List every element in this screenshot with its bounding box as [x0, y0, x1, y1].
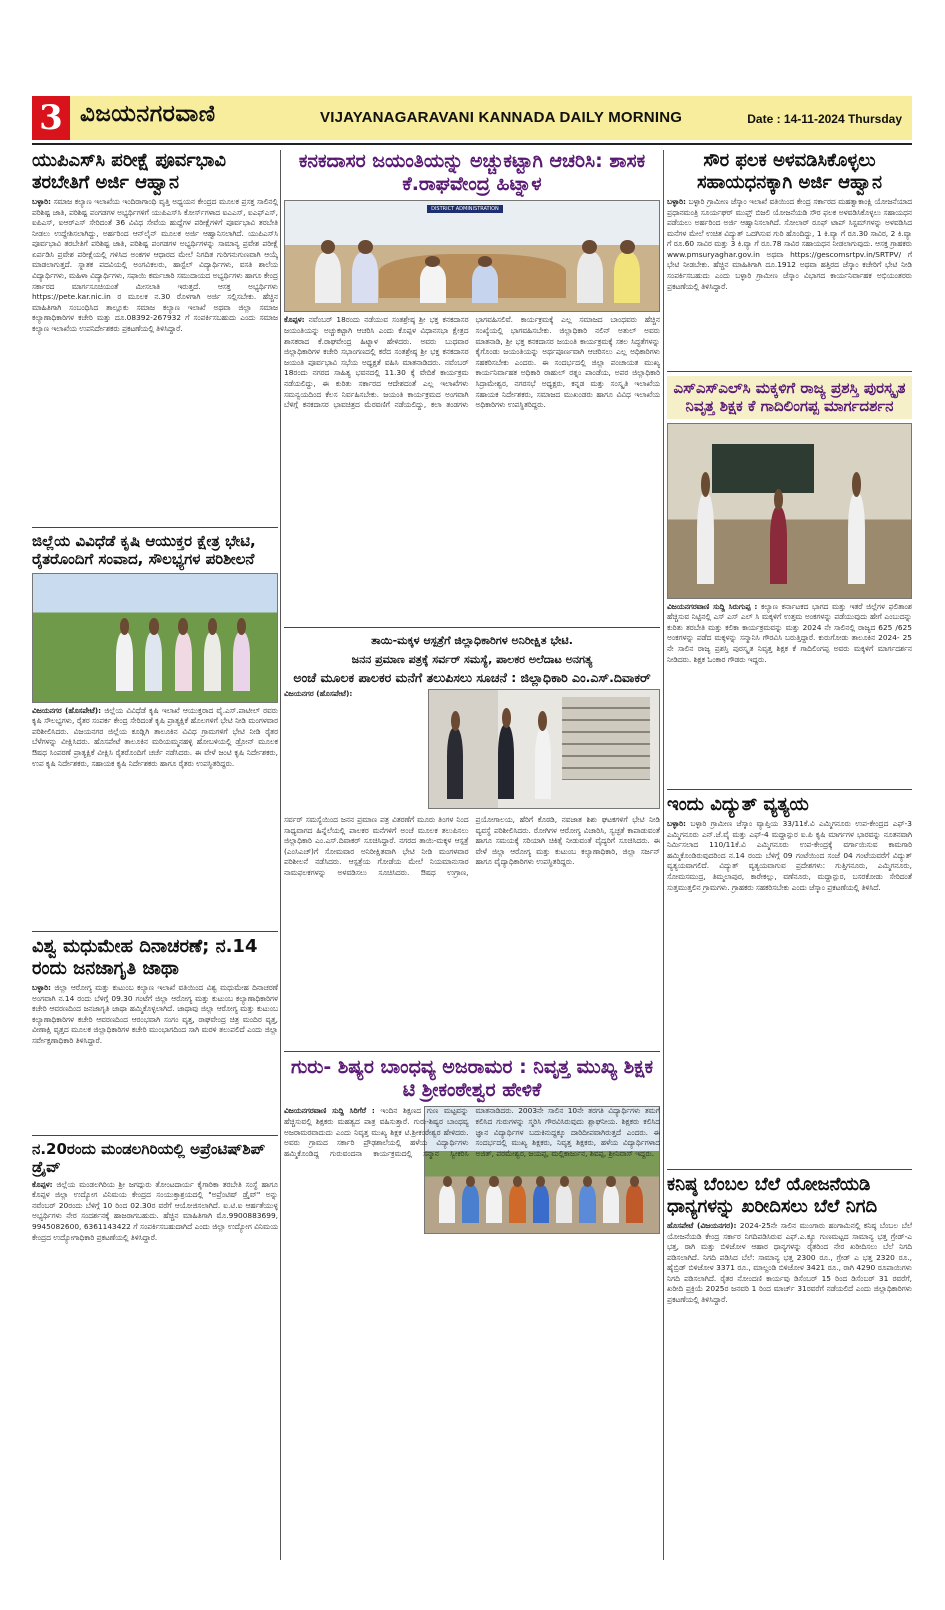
- headline: ಕನಕದಾಸರ ಜಯಂತಿಯನ್ನು ಅಚ್ಚುಕಟ್ಟಾಗಿ ಆಚರಿಸಿ: ಶಾಸಕ ಕೆ.ರಾಘವೇಂದ್ರ ಹಿಟ್ನಾಳ: [298, 150, 646, 196]
- dateline-lead: ಬಳ್ಳಾರಿ:: [32, 982, 51, 992]
- photo-classroom: [667, 423, 912, 599]
- dateline-lead: ವಿಜಯನಗರವಾಣಿ ಸುದ್ದಿ ಸಿರುಗುಪ್ಪ :: [667, 601, 758, 611]
- column-divider: [663, 150, 664, 1560]
- person-figure: [204, 632, 221, 691]
- story-power-outage: [667, 794, 912, 1170]
- person-figure: [116, 632, 133, 691]
- person-figure: [175, 632, 192, 691]
- medicine-shelf: [562, 697, 649, 780]
- person-figure: [614, 252, 640, 303]
- article-body: [284, 1106, 660, 1544]
- masthead-rule: [32, 143, 912, 145]
- person-figure: [498, 725, 514, 798]
- article-body-intro: [284, 689, 420, 809]
- masthead: [32, 96, 912, 140]
- photo-meeting: [284, 200, 660, 312]
- article-body: [32, 197, 278, 511]
- photo-hospital: [428, 689, 660, 809]
- headline: ಅಂಚೆ ಮೂಲಕ ಪಾಲಕರ ಮನೆಗೆ ತಲುಪಿಸಲು ಸೂಚನೆ : ಜಿಲ್ಲಾಧಿಕಾರಿ ಎಂ.ಎಸ್.ದಿವಾಕರ್: [293, 669, 651, 685]
- article-body: [667, 819, 912, 1157]
- article-text: ಸಮಾಜ ಕಲ್ಯಾಣ ಇಲಾಖೆಯ ಇಂದಿರಾಗಾಂಧಿ ವೃತ್ತಿ ಅಧ್ಯಯನ ಕೇಂದ್ರದ ಮೂಲಕ ಪ್ರಸಕ್ತ ಸಾಲಿನಲ್ಲಿ ಪರಿಶಿಷ್ಟ ಜಾತಿ, ಪರಿಶಿಷ್ಟ ಪಂಗಡಗಳ ಅಭ್ಯರ್ಥಿಗಳಿಗೆ ಯುಪಿಎಸ್‌ಸಿ ಕೋರ್ಸ್‌ಗಳಾದ ಐಎಎಸ್, ಐಎಫ್‌ಎಸ್, ಐಪಿಎಸ್, ಐಆರ್‌ಎಸ್ ಸೇರಿದಂತೆ 36 ವಿವಿಧ ಸೇವೆಯ ಹುದ್ದೆಗಳ ಪರೀಕ್ಷೆಗಳಿಗೆ ಪೂರ್ವಭಾವಿ ತರಬೇತಿ ನೀಡಲು ಉದ್ದೇಶಿಸಲಾಗಿದ್ದು, ಅರ್ಹರಿಂದ ಆನ್‌ಲೈನ್ ಮೂಲಕ ಅರ್ಜಿ ಆಹ್ವಾನಿಸಲಾಗಿದೆ. ಯುಪಿಎಸ್‌ಸಿ ಪೂರ್ವಭಾವಿ ತರಬೇತಿಗೆ ಪರಿಶಿಷ್ಟ ಜಾತಿ, ಪರಿಶಿಷ್ಟ ಪಂಗಡಗಳ ಅಭ್ಯರ್ಥಿಗಳನ್ನು ಸಾಮಾನ್ಯ ಪ್ರವೇಶ ಪರೀಕ್ಷೆ ಏರ್ಪಡಿಸಿ ಪ್ರವೇಶ ಪರೀಕ್ಷೆಯಲ್ಲಿ ಗಳಿಸಿದ ಅಂಕಗಳ ಆಧಾರದ ಮೇಲೆ ನಿಗದಿತ ಗುರಿಗನುಗುಣವಾಗಿ ಆಯ್ಕೆ ಮಾಡಲಾಗುತ್ತದೆ. ಸ್ನಾತಕ ಪದವಿಯಲ್ಲಿ ಅಂಗವಿಕಲರು, ಹಾಸ್ಟೆಲ್ ವಿದ್ಯಾರ್ಥಿಗಳು, ವಸತಿ ಶಾಲೆಯ ವಿದ್ಯಾರ್ಥಿಗಳು, ಮಹಿಳಾ ವಿದ್ಯಾರ್ಥಿಗಳು, ಸಫಾಯಿ ಕರ್ಮಚಾರಿ ಸಮುದಾಯದ ಅಭ್ಯರ್ಥಿಗಳು ಹಾಗೂ ಕೇಂದ್ರ ಸರ್ಕಾರದ ಮಾರ್ಗಸೂಚಿಯಂತೆ ಮೀಸಲಾತಿ ಇರುತ್ತದೆ. ಆಸಕ್ತ ಅಭ್ಯರ್ಥಿಗಳು https://pete.kar.nic.in ರ ಮೂಲಕ ನ.30 ರೊಳಗಾಗಿ ಅರ್ಜಿ ಸಲ್ಲಿಸಬೇಕು. ಹೆಚ್ಚಿನ ಮಾಹಿತಿಗಾಗಿ ಸಂಬಂಧಿಸಿದ ತಾಲ್ಲೂಕು ಸಮಾಜ ಕಲ್ಯಾಣ ಇಲಾಖೆ ಅಥವಾ ಜಿಲ್ಲಾ ಸಮಾಜ ಕಲ್ಯಾಣಾಧಿಕಾರಿಗಳ ಕಚೇರಿ ಮತ್ತು ದೂ.08392-267932 ಗೆ ಸಂಪರ್ಕಿಸಬಹುದು ಎಂದು ಸಮಾಜ ಕಲ್ಯಾಣ ಇಲಾಖೆಯ ಉಪನಿರ್ದೇಶಕರು ಪ್ರಕಟಣೆಯಲ್ಲಿ ತಿಳಿಸಿದ್ದಾರೆ.: [32, 196, 278, 334]
- person-figure: [697, 493, 714, 583]
- person-figure: [420, 265, 446, 302]
- article-body: [32, 1180, 278, 1550]
- article-text: ಬಳ್ಳಾರಿ ಗ್ರಾಮೀಣ ಜೆಸ್ಕಾಂ ವ್ಯಾಪ್ತಿಯ 33/11ಕೆ.ವಿ ಎಮ್ಮಿಗನೂರು ಉಪ-ಕೇಂದ್ರದ ಎಫ್-3 ಎಮ್ಮಿಗನೂರು ಎನ್.ಜೆ.ವೈ ಮತ್ತು ಎಫ್-4 ಮದ್ದಾನ್ಪುರ ಐ.ಪಿ ಕೃಷಿ ಮಾರ್ಗಗಳ ಭಾರವನ್ನು ನೂತನವಾಗಿ ನಿರ್ಮಿಸಲಾದ 110/11ಕೆ.ವಿ ಎಮ್ಮಿಗನೂರು ಉಪ-ಕೇಂದ್ರಕ್ಕೆ ವರ್ಗಾಯಿಸುವ ಕಾಮಗಾರಿ ಹಮ್ಮಿಕೊಂಡಿರುವುದರಿಂದ ನ.14 ರಂದು ಬೆಳಿಗ್ಗೆ 09 ಗಂಟೆಯಿಂದ ಸಂಜೆ 04 ಗಂಟೆಯವರೆಗೆ ವಿದ್ಯುತ್ ವ್ಯತ್ಯಯವಾಗಲಿದೆ. ವಿದ್ಯುತ್ ವ್ಯತ್ಯಯವಾಗುವ ಪ್ರದೇಶಗಳು: ಗುತ್ತಿಗನೂರು, ಎಮ್ಮಿಗನೂರು, ಸೋಮಸಮುದ್ರ, ತಿಮ್ಮಲಾಪುರ, ಕಾರೇಕಲ್ಲು, ವಣೆನೂರು, ಮದ್ದಾನ್ಪುರ, ಬಸರಕೋಡು ಸೇರಿದಂತೆ ಸುತ್ತಮುತ್ತಲಿನ ಗ್ರಾಮಗಳು. ಗ್ರಾಹಕರು ಸಹಕರಿಸಬೇಕು ಎಂದು ಜೆಸ್ಕಾಂ ಪ್ರಕಟಣೆಯಲ್ಲಿ ತಿಳಿಸಿದೆ.: [667, 818, 912, 892]
- article-text: ಜಿಲ್ಲೆಯ ಮಂಡಲಗಿರಿಯ ಶ್ರೀ ಜಗದ್ಗುರು ತೋಂಟದಾರ್ಯ ಕೈಗಾರಿಕಾ ತರಬೇತಿ ಸಂಸ್ಥೆ ಹಾಗೂ ಕೊಪ್ಪಳ ಜಿಲ್ಲಾ ಉದ್ಯೋಗ ವಿನಿಮಯ ಕೇಂದ್ರದ ಸಂಯುಕ್ತಾಶ್ರಯದಲ್ಲಿ "ಅಪ್ರೆಂಟಿಷ್ ಡ್ರೈವ್" ಅನ್ನು ನವೆಂಬರ್ 20ರಂದು ಬೆಳಿಗ್ಗೆ 10 ರಿಂದ 02.30ರ ವರೆಗೆ ಆಯೋಜಿಸಲಾಗಿದೆ. ಐ.ಟಿ.ಐ ಆರ್ಹತೆಯುಳ್ಳ ಅಭ್ಯರ್ಥಿಗಳು ನೇರ ಸಂದರ್ಶನಕ್ಕೆ ಹಾಜರಾಗಬಹುದು. ಹೆಚ್ಚಿನ ಮಾಹಿತಿಗಾಗಿ ಮೊ.9900883699, 9945082600, 6361143422 ಗೆ ಸಂಪರ್ಕಿಸಬಹುದಾಗಿದೆ ಎಂದು ಜಿಲ್ಲಾ ಉದ್ಯೋಗ ವಿನಿಮಯ ಕೇಂದ್ರದ ಉದ್ಯೋಗಾಧಿಕಾರಿ ಪ್ರಕಟಣೆಯಲ್ಲಿ ತಿಳಿಸಿದ್ದಾರೆ.: [32, 1179, 278, 1242]
- article-text: ಜಿಲ್ಲಾ ಆರೋಗ್ಯ ಮತ್ತು ಕುಟುಂಬ ಕಲ್ಯಾಣ ಇಲಾಖೆ ವತಿಯಿಂದ ವಿಶ್ವ ಮಧುಮೇಹ ದಿನಾಚರಣೆ ಅಂಗವಾಗಿ ನ.14 ರಂದು ಬೆಳಿಗ್ಗೆ 09.30 ಗಂಟೆಗೆ ಜಿಲ್ಲಾ ಆರೋಗ್ಯ ಮತ್ತು ಕುಟುಂಬ ಕಲ್ಯಾಣಾಧಿಕಾರಿಗಳ ಕಚೇರಿ ಆವರಣದಿಂದ ಜನಜಾಗೃತಿ ಜಾಥಾ ಹಮ್ಮಿಕೊಳ್ಳಲಾಗಿದೆ. ಜಾಥಾವು ಜಿಲ್ಲಾ ಆರೋಗ್ಯ ಮತ್ತು ಕುಟುಂಬ ಕಲ್ಯಾಣಾಧಿಕಾರಿಗಳ ಕಚೇರಿ ಆವರಣದಿಂದ ಆರಂಭವಾಗಿ ಸಂಗಂ ವೃತ್ತ, ರಾಘವೇಂದ್ರ ಚಿತ್ರ ಮಂದಿರ ವೃತ್ತ, ವೀಣಾಕ್ಷಿ ವೃತ್ತದ ಮೂಲಕ ಜಿಲ್ಲಾಧಿಕಾರಿಗಳ ಕಚೇರಿ ಮುಂಭಾಗದಿಂದ ಸಾಗಿ ಮರಳಿ ತಲುಪಲಿದೆ ಎಂದು ಜಿಲ್ಲಾ ಸರ್ವೇಕ್ಷಣಾಧಿಕಾರಿ ತಿಳಿಸಿದ್ದಾರೆ.: [32, 982, 278, 1045]
- article-body: [667, 1221, 912, 1539]
- dateline-lead: ಬಳ್ಳಾರಿ:: [667, 818, 686, 828]
- photo-farm-visit: [32, 573, 278, 703]
- story-solar: [667, 150, 912, 372]
- article-text: ಇಂದಿನ ಶಿಕ್ಷಣದ ಗುಣ ಮಟ್ಟವನ್ನು ಹೆಚ್ಚಿಸುವಲ್ಲಿ ಶಿಕ್ಷಕರು ಮಹತ್ವದ ಪಾತ್ರ ವಹಿಸುತ್ತಾರೆ. ಗುರು-ಶಿಷ್ಯರ ಬಾಂಧವ್ಯ ಅಜರಾಮರವಾದುದು ಎಂದು ನಿವೃತ್ತ ಮುಖ್ಯ ಶಿಕ್ಷಕ ಟಿ.ಶ್ರೀಕಂಠೇಶ್ವರ ಹೇಳಿದರು. ಅವರು ಗ್ರಾಮದ ಸರ್ಕಾರಿ ಪ್ರೌಢಶಾಲೆಯಲ್ಲಿ ಹಳೆಯ ವಿದ್ಯಾರ್ಥಿಗಳು ಹಮ್ಮಿಕೊಂಡಿದ್ದ ಗುರುವಂದನಾ ಕಾರ್ಯಕ್ರಮದಲ್ಲಿ ಸನ್ಮಾನ ಸ್ವೀಕರಿಸಿ ಮಾತನಾಡಿದರು. 2003ನೇ ಸಾಲಿನ 10ನೇ ತರಗತಿ ವಿದ್ಯಾರ್ಥಿಗಳು ತಮಗೆ ಕಲಿಸಿದ ಗುರುಗಳನ್ನು ಸ್ಮರಿಸಿ ಗೌರವಿಸಿರುವುದು ಶ್ಲಾಘನೀಯ. ಶಿಕ್ಷಕರು ಕಲಿಸಿದ ಜ್ಞಾನ ವಿದ್ಯಾರ್ಥಿಗಳ ಬದುಕಿನುದ್ದಕ್ಕೂ ದಾರಿದೀಪವಾಗಿರುತ್ತದೆ ಎಂದರು. ಈ ಸಂದರ್ಭದಲ್ಲಿ ಮುಖ್ಯ ಶಿಕ್ಷಕರು, ನಿವೃತ್ತ ಶಿಕ್ಷಕರು, ಹಳೆಯ ವಿದ್ಯಾರ್ಥಿಗಳಾದ ಅಜಿತ್, ಪರಮೇಶ್ವರ, ಜಯಪ್ಪ, ಮಲ್ಲಿಕಾರ್ಜುನ, ಶಿವಪ್ಪ, ಶ್ರೀನಿವಾಸ್ ಇದ್ದರು.: [284, 1106, 660, 1158]
- story-hospital-visit: [284, 632, 660, 1052]
- dateline-lead: ವಿಜಯನಗರವಾಣಿ ಸುದ್ದಿ ಸಿರಿಗೆರೆ :: [284, 1106, 375, 1116]
- headline: ಕನಿಷ್ಠ ಬೆಂಬಲ ಬೆಲೆ ಯೋಜನೆಯಡಿ ಧಾನ್ಯಗಳನ್ನು ಖರೀದಿಸಲು ಬೆಲೆ ನಿಗದಿ: [667, 1174, 878, 1217]
- kicker: ತಾಯಿ-ಮಕ್ಕಳ ಆಸ್ಪತ್ರೆಗೆ ಜಿಲ್ಲಾಧಿಕಾರಿಗಳ ಅನಿರೀಕ್ಷಿತ ಭೇಟಿ.: [371, 634, 573, 647]
- column-right: [667, 150, 912, 1558]
- article-text: ನವೆಂಬರ್ 18ರಂದು ನಡೆಯುವ ಸಂತಶ್ರೇಷ್ಠ ಶ್ರೀ ಭಕ್ತ ಕನಕದಾಸರ ಜಯಂತಿಯನ್ನು ಅಚ್ಚುಕಟ್ಟಾಗಿ ಆಚರಿಸಿ ಎಂದು ಕೊಪ್ಪಳ ವಿಧಾನಸಭಾ ಕ್ಷೇತ್ರದ ಶಾಸಕರಾದ ಕೆ.ರಾಘವೇಂದ್ರ ಹಿಟ್ನಾಳ ಹೇಳಿದರು. ಅವರು ಬುಧವಾರ ಜಿಲ್ಲಾಧಿಕಾರಿಗಳ ಕಚೇರಿ ಸಭಾಂಗಣದಲ್ಲಿ ಕರೆದ ಸಂತಶ್ರೇಷ್ಠ ಶ್ರೀ ಭಕ್ತ ಕನಕದಾಸರ ಜಯಂತಿ ಪೂರ್ವಭಾವಿ ಸಭೆಯ ಅಧ್ಯಕ್ಷತೆ ವಹಿಸಿ ಮಾತನಾಡಿದರು. ನವೆಂಬರ್ 18ರಂದು ನಗರದ ಸಾಹಿತ್ಯ ಭವನದಲ್ಲಿ 11.30 ಕ್ಕೆ ವೇದಿಕೆ ಕಾರ್ಯಕ್ರಮ ನಡೆಯಲಿದ್ದು, ಈ ಕುರಿತು ಸರ್ಕಾರದ ಆದೇಶದಂತೆ ಎಲ್ಲ ಇಲಾಖೆಗಳು ಸಮನ್ವಯದಿಂದ ಕೆಲಸ ನಿರ್ವಹಿಸಬೇಕು. ಜಯಂತಿ ಕಾರ್ಯಕ್ರಮದ ಅಂಗವಾಗಿ ಬೆಳಿಗ್ಗೆ ಕನಕದಾಸರ ಭಾವಚಿತ್ರದ ಮೆರವಣಿಗೆ ನಡೆಯಲಿದ್ದು, ಕಲಾ ತಂಡಗಳು ಭಾಗವಹಿಸಲಿವೆ. ಕಾರ್ಯಕ್ರಮಕ್ಕೆ ಎಲ್ಲ ಸಮಾಜದ ಬಾಂಧವರು ಹೆಚ್ಚಿನ ಸಂಖ್ಯೆಯಲ್ಲಿ ಭಾಗವಹಿಸಬೇಕು. ಜಿಲ್ಲಾಧಿಕಾರಿ ನಲಿನ್ ಅತುಲ್ ಅವರು ಮಾತನಾಡಿ, ಶ್ರೀ ಭಕ್ತ ಕನಕದಾಸರ ಜಯಂತಿ ಕಾರ್ಯಕ್ರಮಕ್ಕೆ ಸಕಲ ಸಿದ್ಧತೆಗಳನ್ನು ಕೈಗೊಂಡು ಜಯಂತಿಯನ್ನು ಅರ್ಥಪೂರ್ಣವಾಗಿ ಆಚರಿಸಲು ಎಲ್ಲ ಅಧಿಕಾರಿಗಳು ಸಹಕರಿಸಬೇಕು ಎಂದರು. ಈ ಸಂದರ್ಭದಲ್ಲಿ ಜಿಲ್ಲಾ ಪಂಚಾಯತ ಮುಖ್ಯ ಕಾರ್ಯನಿರ್ವಾಹಕ ಅಧಿಕಾರಿ ರಾಹುಲ್ ರತ್ನಂ ಪಾಂಡೆಯ, ಅಪರ ಜಿಲ್ಲಾಧಿಕಾರಿ ಸಿದ್ರಾಮೇಶ್ವರ, ನಗರಸಭೆ ಅಧ್ಯಕ್ಷರು, ಕನ್ನಡ ಮತ್ತು ಸಂಸ್ಕೃತಿ ಇಲಾಖೆಯ ಸಹಾಯಕ ನಿರ್ದೇಶಕರು, ಸಮಾಜದ ಮುಖಂಡರು ಹಾಗೂ ವಿವಿಧ ಇಲಾಖೆಯ ಅಧಿಕಾರಿಗಳು ಉಪಸ್ಥಿತರಿದ್ದರು.: [284, 315, 660, 410]
- headline: ಎಸ್‌ಎಸ್‌ಎಲ್‌ಸಿ ಮಕ್ಕಳಿಗೆ ರಾಜ್ಯ ಪ್ರಶಸ್ತಿ ಪುರಸ್ಕೃತ ನಿವೃತ್ತ ಶಿಕ್ಷಕ ಕೆ ಗಾದಿಲಿಂಗಪ್ಪ ಮಾರ್ಗದರ್ಶನ: [673, 379, 906, 416]
- kicker-secondary: ಜನನ ಪ್ರಮಾಣ ಪತ್ರಕ್ಕೆ ಸರ್ವರ್ ಸಮಸ್ಯೆ, ಪಾಲಕರ ಅಲೆದಾಟ ಅನಗತ್ಯ: [351, 652, 593, 666]
- column-divider: [280, 150, 281, 1560]
- brand-english: VIJAYANAGARAVANI KANNADA DAILY MORNING: [320, 109, 683, 126]
- article-text: 2024-25ನೇ ಸಾಲಿನ ಮುಂಗಾರು ಹಂಗಾಮಿನಲ್ಲಿ ಕನಿಷ್ಠ ಬೆಂಬಲ ಬೆಲೆ ಯೋಜನೆಯಡಿ ಕೇಂದ್ರ ಸರ್ಕಾರ ನಿಗದಿಪಡಿಸಿರುವ ಎಫ್.ಎ.ಕ್ಯೂ ಗುಣಮಟ್ಟದ ಸಾಮಾನ್ಯ ಭತ್ತ ಗ್ರೇಡ್-ಎ ಭತ್ತ, ರಾಗಿ ಮತ್ತು ಬಿಳಿಜೋಳ ಆಹಾರ ಧಾನ್ಯಗಳನ್ನು ರೈತರಿಂದ ನೇರ ಖರೀದಿಸಲು ಬೆಲೆ ನಿಗದಿ ಪಡಿಸಲಾಗಿದೆ. ನಿಗದಿ ಪಡಿಸಿದ ಬೆಲೆ: ಸಾಮಾನ್ಯ ಭತ್ತ 2300 ರೂ., ಗ್ರೇಡ್ ಎ ಭತ್ತ 2320 ರೂ., ಹೈಬ್ರಿಡ್ ಬಿಳಿಜೋಳ 3371 ರೂ., ಮಾಲ್ದಂಡಿ ಬಿಳಿಜೋಳ 3421 ರೂ., ರಾಗಿ 4290 ರೂಪಾಯಿಗಳು ನಿಗದಿ ಪಡಿಸಲಾಗಿದೆ. ರೈತರ ನೋಂದಣಿ ಕಾರ್ಯವು ಡಿಸೆಂಬರ್ 15 ರಿಂದ ಡಿಸೆಂಬರ್ 31 ರವರೆಗೆ, ಖರೀದಿ ಪ್ರಕ್ರಿಯೆ 2025ರ ಜನವರಿ 1 ರಿಂದ ಮಾರ್ಚ್ 31ರವರೆಗೆ ನಡೆಯಲಿದೆ ಎಂದು ಜಿಲ್ಲಾಧಿಕಾರಿಗಳು ಪ್ರಕಟಣೆಯಲ್ಲಿ ತಿಳಿಸಿದ್ದಾರೆ.: [667, 1220, 912, 1305]
- headline: ಇಂದು ವಿದ್ಯುತ್ ವ್ಯತ್ಯಯ: [667, 794, 809, 815]
- page-number: 3: [32, 96, 70, 140]
- dateline-lead: ಹೊಸಪೇಟೆ (ವಿಜಯನಗರ):: [667, 1220, 737, 1230]
- article-text: ಸರ್ವರ್ ಸಮಸ್ಯೆಯಿಂದ ಜನನ ಪ್ರಮಾಣ ಪತ್ರ ವಿತರಣೆಗೆ ಮೂರು ತಿಂಗಳ ನಿಂದ ಸಾಧ್ಯವಾಗದ ಹಿನ್ನೆಲೆಯಲ್ಲಿ ಪಾಲಕರ ಮನೆಗಳಿಗೆ ಅಂಚೆ ಮೂಲಕ ತಲುಪಿಸಲು ಜಿಲ್ಲಾಧಿಕಾರಿ ಎಂ.ಎಸ್.ದಿವಾಕರ್ ಸೂಚಿಸಿದ್ದಾರೆ. ನಗರದ ತಾಯಿ-ಮಕ್ಕಳ ಆಸ್ಪತ್ರೆ (ಎಂಸಿಎಚ್)ಗೆ ಸೋಮವಾರ ಅನಿರೀಕ್ಷಿತವಾಗಿ ಭೇಟಿ ನೀಡಿ ಮಂಗಳವಾರ ಪರಿಶೀಲನೆ ನಡೆಸಿದರು. ಆಸ್ಪತ್ರೆಯ ಗೋಡೆಯ ಮೇಲೆ ನಿಯಮಾನುಸಾರ ನಾಮಫಲಕಗಳನ್ನು ಅಳವಡಿಸಲು ಸೂಚಿಸಿದರು. ಔಷಧ ಉಗ್ರಾಣ, ಪ್ರಯೋಗಾಲಯ, ಹೆರಿಗೆ ಕೊಠಡಿ, ನವಜಾತ ಶಿಶು ಘಟಕಗಳಿಗೆ ಭೇಟಿ ನೀಡಿ ವ್ಯವಸ್ಥೆ ಪರಿಶೀಲಿಸಿದರು. ರೋಗಿಗಳ ಆರೋಗ್ಯ ವಿಚಾರಿಸಿ, ಸ್ವಚ್ಛತೆ ಕಾಪಾಡುವಂತೆ ಹಾಗೂ ಸಮಯಕ್ಕೆ ಸರಿಯಾಗಿ ಚಿಕಿತ್ಸೆ ನೀಡುವಂತೆ ವೈದ್ಯರಿಗೆ ಸೂಚಿಸಿದರು. ಈ ವೇಳೆ ಜಿಲ್ಲಾ ಆರೋಗ್ಯ ಮತ್ತು ಕುಟುಂಬ ಕಲ್ಯಾಣಾಧಿಕಾರಿ, ಜಿಲ್ಲಾ ಸರ್ಜನ್ ಹಾಗೂ ವೈದ್ಯಾಧಿಕಾರಿಗಳು ಉಪಸ್ಥಿತರಿದ್ದರು.: [284, 814, 660, 877]
- story-layout: [284, 1106, 660, 1546]
- person-figure: [577, 252, 603, 303]
- headline: ನ.20ರಂದು ಮಂಡಲಗಿರಿಯಲ್ಲಿ ಅಪ್ರೆಂಟಿಷ್‌ಶಿಪ್ ಡ್ರೈವ್: [32, 1140, 266, 1177]
- story-msp: [667, 1174, 912, 1554]
- dateline-lead: ವಿಜಯನಗರ (ಹೊಸಪೇಟೆ):: [32, 705, 102, 715]
- headline: ವಿಶ್ವ ಮಧುಮೇಹ ದಿನಾಚರಣೆ; ನ.14 ರಂದು ಜನಜಾಗೃತಿ ಜಾಥಾ: [32, 936, 258, 979]
- person-figure: [472, 265, 498, 302]
- dateline: Date : 14-11-2024 Thursday: [747, 112, 902, 126]
- headline: ಗುರು- ಶಿಷ್ಯರ ಬಾಂಧವ್ಯ ಅಜರಾಮರ : ನಿವೃತ್ತ ಮುಖ್ಯ ಶಿಕ್ಷಕ ಟಿ ಶ್ರೀಕಂಠೇಶ್ವರ ಹೇಳಿಕೆ: [290, 1056, 654, 1102]
- story-upsc: [32, 150, 278, 528]
- headline: ಜಿಲ್ಲೆಯ ವಿವಿಧೆಡೆ ಕೃಷಿ ಆಯುಕ್ತರ ಕ್ಷೇತ್ರ ಭೇಟಿ, ರೈತರೊಂದಿಗೆ ಸಂವಾದ, ಸೌಲಭ್ಯಗಳ ಪರಿಶೀಲನೆ: [32, 532, 256, 569]
- person-figure: [535, 728, 551, 799]
- column-left: [32, 150, 278, 1554]
- dateline-lead: ವಿಜಯನಗರ (ಹೊಸಪೇಟೆ):: [284, 688, 353, 698]
- blackboard: [712, 444, 814, 493]
- story-apprenticeship: [32, 1140, 278, 1550]
- dateline-lead: ಕೊಪ್ಪಳ:: [284, 315, 305, 325]
- story-diabetes-day: [32, 936, 278, 1136]
- article-body: [32, 983, 278, 1119]
- article-body: [667, 602, 912, 782]
- article-text: ಜಿಲ್ಲೆಯ ವಿವಿಧೆಡೆ ಕೃಷಿ ಇಲಾಖೆ ಆಯುಕ್ತರಾದ ವೈ.ಎಸ್.ಪಾಟೀಲ್ ರವರು ಕೃಷಿ ಸೌಲಭ್ಯಗಳು, ರೈತರ ಸಂಪರ್ಕ ಕೇಂದ್ರ ಸೇರಿದಂತೆ ಕೃಷಿ ಪ್ರಾತ್ಯಕ್ಷಿಕೆ ಹೊಲಗಳಿಗೆ ಭೇಟಿ ನೀಡಿ ಮಂಗಳವಾರ ಪರಿಶೀಲಿಸಿದರು. ವಿಜಯನಗರ ಜಿಲ್ಲೆಯ ಕೂಡ್ಲಿಗಿ ತಾಲೂಕಿನ ವಿವಿಧ ಗ್ರಾಮಗಳಿಗೆ ಭೇಟಿ ನೀಡಿ ರೈತರ ಬೆಳೆಗಳನ್ನು ವೀಕ್ಷಿಸಿದರು. ಹೊಸಪೇಟೆ ತಾಲೂಕಿನ ಮರಿಯಮ್ಮನಹಳ್ಳಿ ಹೋಬಳಿಯಲ್ಲಿ ಡ್ರೋನ್ ಮೂಲಕ ಔಷಧ ಸಿಂಪರಣೆ ಪ್ರಾತ್ಯಕ್ಷಿಕೆ ವೀಕ್ಷಿಸಿ ರೈತರೊಂದಿಗೆ ಚರ್ಚೆ ನಡೆಸಿದರು. ಈ ವೇಳೆ ಜಂಟಿ ಕೃಷಿ ನಿರ್ದೇಶಕರು, ಉಪ ಕೃಷಿ ನಿರ್ದೇಶಕರು, ಸಹಾಯಕ ಕೃಷಿ ನಿರ್ದೇಶಕರು ಹಾಗೂ ರೈತರು ಉಪಸ್ಥಿತರಿದ್ದರು.: [32, 705, 278, 768]
- column-center: [284, 150, 660, 1560]
- person-figure: [848, 493, 865, 583]
- person-figure: [233, 632, 250, 691]
- headline-band: [667, 376, 912, 419]
- person-figure: [145, 632, 162, 691]
- person-figure: [352, 252, 378, 303]
- person-figure: [315, 252, 341, 303]
- person-figure: [770, 507, 787, 584]
- article-body: [32, 706, 278, 928]
- dateline-lead: ಕೊಪ್ಪಳ:: [32, 1179, 53, 1189]
- story-sslc: [667, 376, 912, 790]
- story-guru-shishya: [284, 1056, 660, 1556]
- person-figure: [447, 728, 463, 799]
- brand-kannada: ವಿಜಯನಗರವಾಣಿ: [80, 101, 216, 127]
- headline: ಯುಪಿಎಸ್‌ಸಿ ಪರೀಕ್ಷೆ ಪೂರ್ವಭಾವಿ ತರಬೇತಿಗೆ ಅರ್ಜಿ ಆಹ್ವಾನ: [32, 150, 226, 193]
- dateline-lead: ಬಳ್ಳಾರಿ:: [667, 196, 686, 206]
- article-body: [284, 815, 660, 1029]
- dateline-lead: ಬಳ್ಳಾರಿ:: [32, 196, 51, 206]
- article-body: [667, 197, 912, 355]
- story-kanakadasa: [284, 150, 660, 628]
- banner-sign: DISTRICT ADMINISTRATION: [427, 205, 503, 213]
- article-text: ಕಲ್ಯಾಣ ಕರ್ನಾಟಕದ ಭಾಗದ ಮತ್ತು ಇತರೆ ಜಿಲ್ಲೆಗಳ ಫಲಿತಾಂಶ ಹೆಚ್ಚಿಸುವ ನಿಟ್ಟಿನಲ್ಲಿ ಎಸ್ ಎಸ್ ಎಲ್ ಸಿ ಮಕ್ಕಳಿಗೆ ಉತ್ತಮ ಅಂಕಗಳನ್ನು ಪಡೆಯುವುದು ಹೇಗೆ ಎಂಬುದನ್ನು ಕುರಿತು ತರಬೇತಿ ಮತ್ತು ಕಲಿಕಾ ಕಾರ್ಯಕ್ರಮವನ್ನು ಮತ್ತು 2024 ನೇ ಸಾಲಿನಲ್ಲಿ ರಾಜ್ಯದ 625 /625 ಅಂಕಗಳನ್ನು ಪಡೆದ ಮಕ್ಕಳನ್ನು ಸನ್ಮಾನಿಸಿ ಗೌರವಿಸಿ ಬರುತ್ತಿದ್ದಾರೆ. ಕುರುಗೋಡು ತಾಲೂಕಿನ 2024- 25 ನೇ ಸಾಲಿನ ರಾಜ್ಯ ಪ್ರಶಸ್ತಿ ಪುರಸ್ಕೃತ ನಿವೃತ್ತ ಶಿಕ್ಷಕ ಕೆ ಗಾದಿಲಿಂಗಪ್ಪ ಅವರು ಮಕ್ಕಳಿಗೆ ಮಾರ್ಗದರ್ಶನ ನೀಡಿದರು. ಶಿಕ್ಷಕ ಓಂಕಾರ ಗೌಡರು ಇದ್ದರು.: [667, 601, 912, 664]
- story-agriculture: [32, 532, 278, 932]
- story-layout: [284, 689, 660, 1031]
- article-text: ಬಳ್ಳಾರಿ ಗ್ರಾಮೀಣ ಜೆಸ್ಕಾಂ ಇಲಾಖೆ ವತಿಯಿಂದ ಕೇಂದ್ರ ಸರ್ಕಾರದ ಮಹತ್ವಾಕಾಂಕ್ಷಿ ಯೋಜನೆಯಾದ ಪ್ರಧಾನಮಂತ್ರಿ ಸೂರ್ಯಘರ್ ಮುಫ್ತ್ ಬಿಜಲಿ ಯೋಜನೆಯಡಿ ಸೌರ ಫಲಕ ಅಳವಡಿಸಿಕೊಳ್ಳಲು ಸಹಾಯಧನ ಪಡೆಯಲು ಅರ್ಹರಿಂದ ಅರ್ಜಿ ಆಹ್ವಾನಿಸಲಾಗಿದೆ. ಸೋಲಾರ್ ರೂಫ್ ಟಾಪ್ ಸಿಸ್ಟಮ್‌ಗಳನ್ನು ಅಳವಡಿಸಿದ ಮನೆಗಳ ಮೇಲೆ ಉಚಿತ ವಿದ್ಯುತ್ ಒದಗಿಸುವ ಗುರಿ ಹೊಂದಿದ್ದು, 1 ಕಿ.ವ್ಯಾ ಗೆ ರೂ.30 ಸಾವಿರ, 2 ಕಿ.ವ್ಯಾ ಗೆ ರೂ.60 ಸಾವಿರ ಮತ್ತು 3 ಕಿ.ವ್ಯಾ ಗೆ ರೂ.78 ಸಾವಿರ ಸಹಾಯಧನ ನೀಡಲಾಗುವುದು. ಆಸಕ್ತ ಗ್ರಾಹಕರು www.pmsuryaghar.gov.in ಅಥವಾ https://gescomsrtpv.in/SRTPV/ ಗೆ ಭೇಟಿ ನೀಡಬೇಕು. ಹೆಚ್ಚಿನ ಮಾಹಿತಿಗಾಗಿ ದೂ.1912 ಅಥವಾ ಹತ್ತಿರದ ಜೆಸ್ಕಾಂ ಕಚೇರಿಗೆ ಭೇಟಿ ನೀಡಿ ಸಂಪರ್ಕಿಸಬಹುದು ಎಂದು ಬಳ್ಳಾರಿ ಗ್ರಾಮೀಣ ಜೆಸ್ಕಾಂ ವಿಭಾಗದ ಕಾರ್ಯನಿರ್ವಾಹಕ ಅಭಿಯಂತರರು ಪ್ರಕಟಣೆಯಲ್ಲಿ ತಿಳಿಸಿದ್ದಾರೆ.: [667, 196, 912, 291]
- article-body: [284, 315, 660, 621]
- headline: ಸೌರ ಫಲಕ ಅಳವಡಿಸಿಕೊಳ್ಳಲು ಸಹಾಯಧನಕ್ಕಾಗಿ ಅರ್ಜಿ ಆಹ್ವಾನ: [696, 150, 883, 193]
